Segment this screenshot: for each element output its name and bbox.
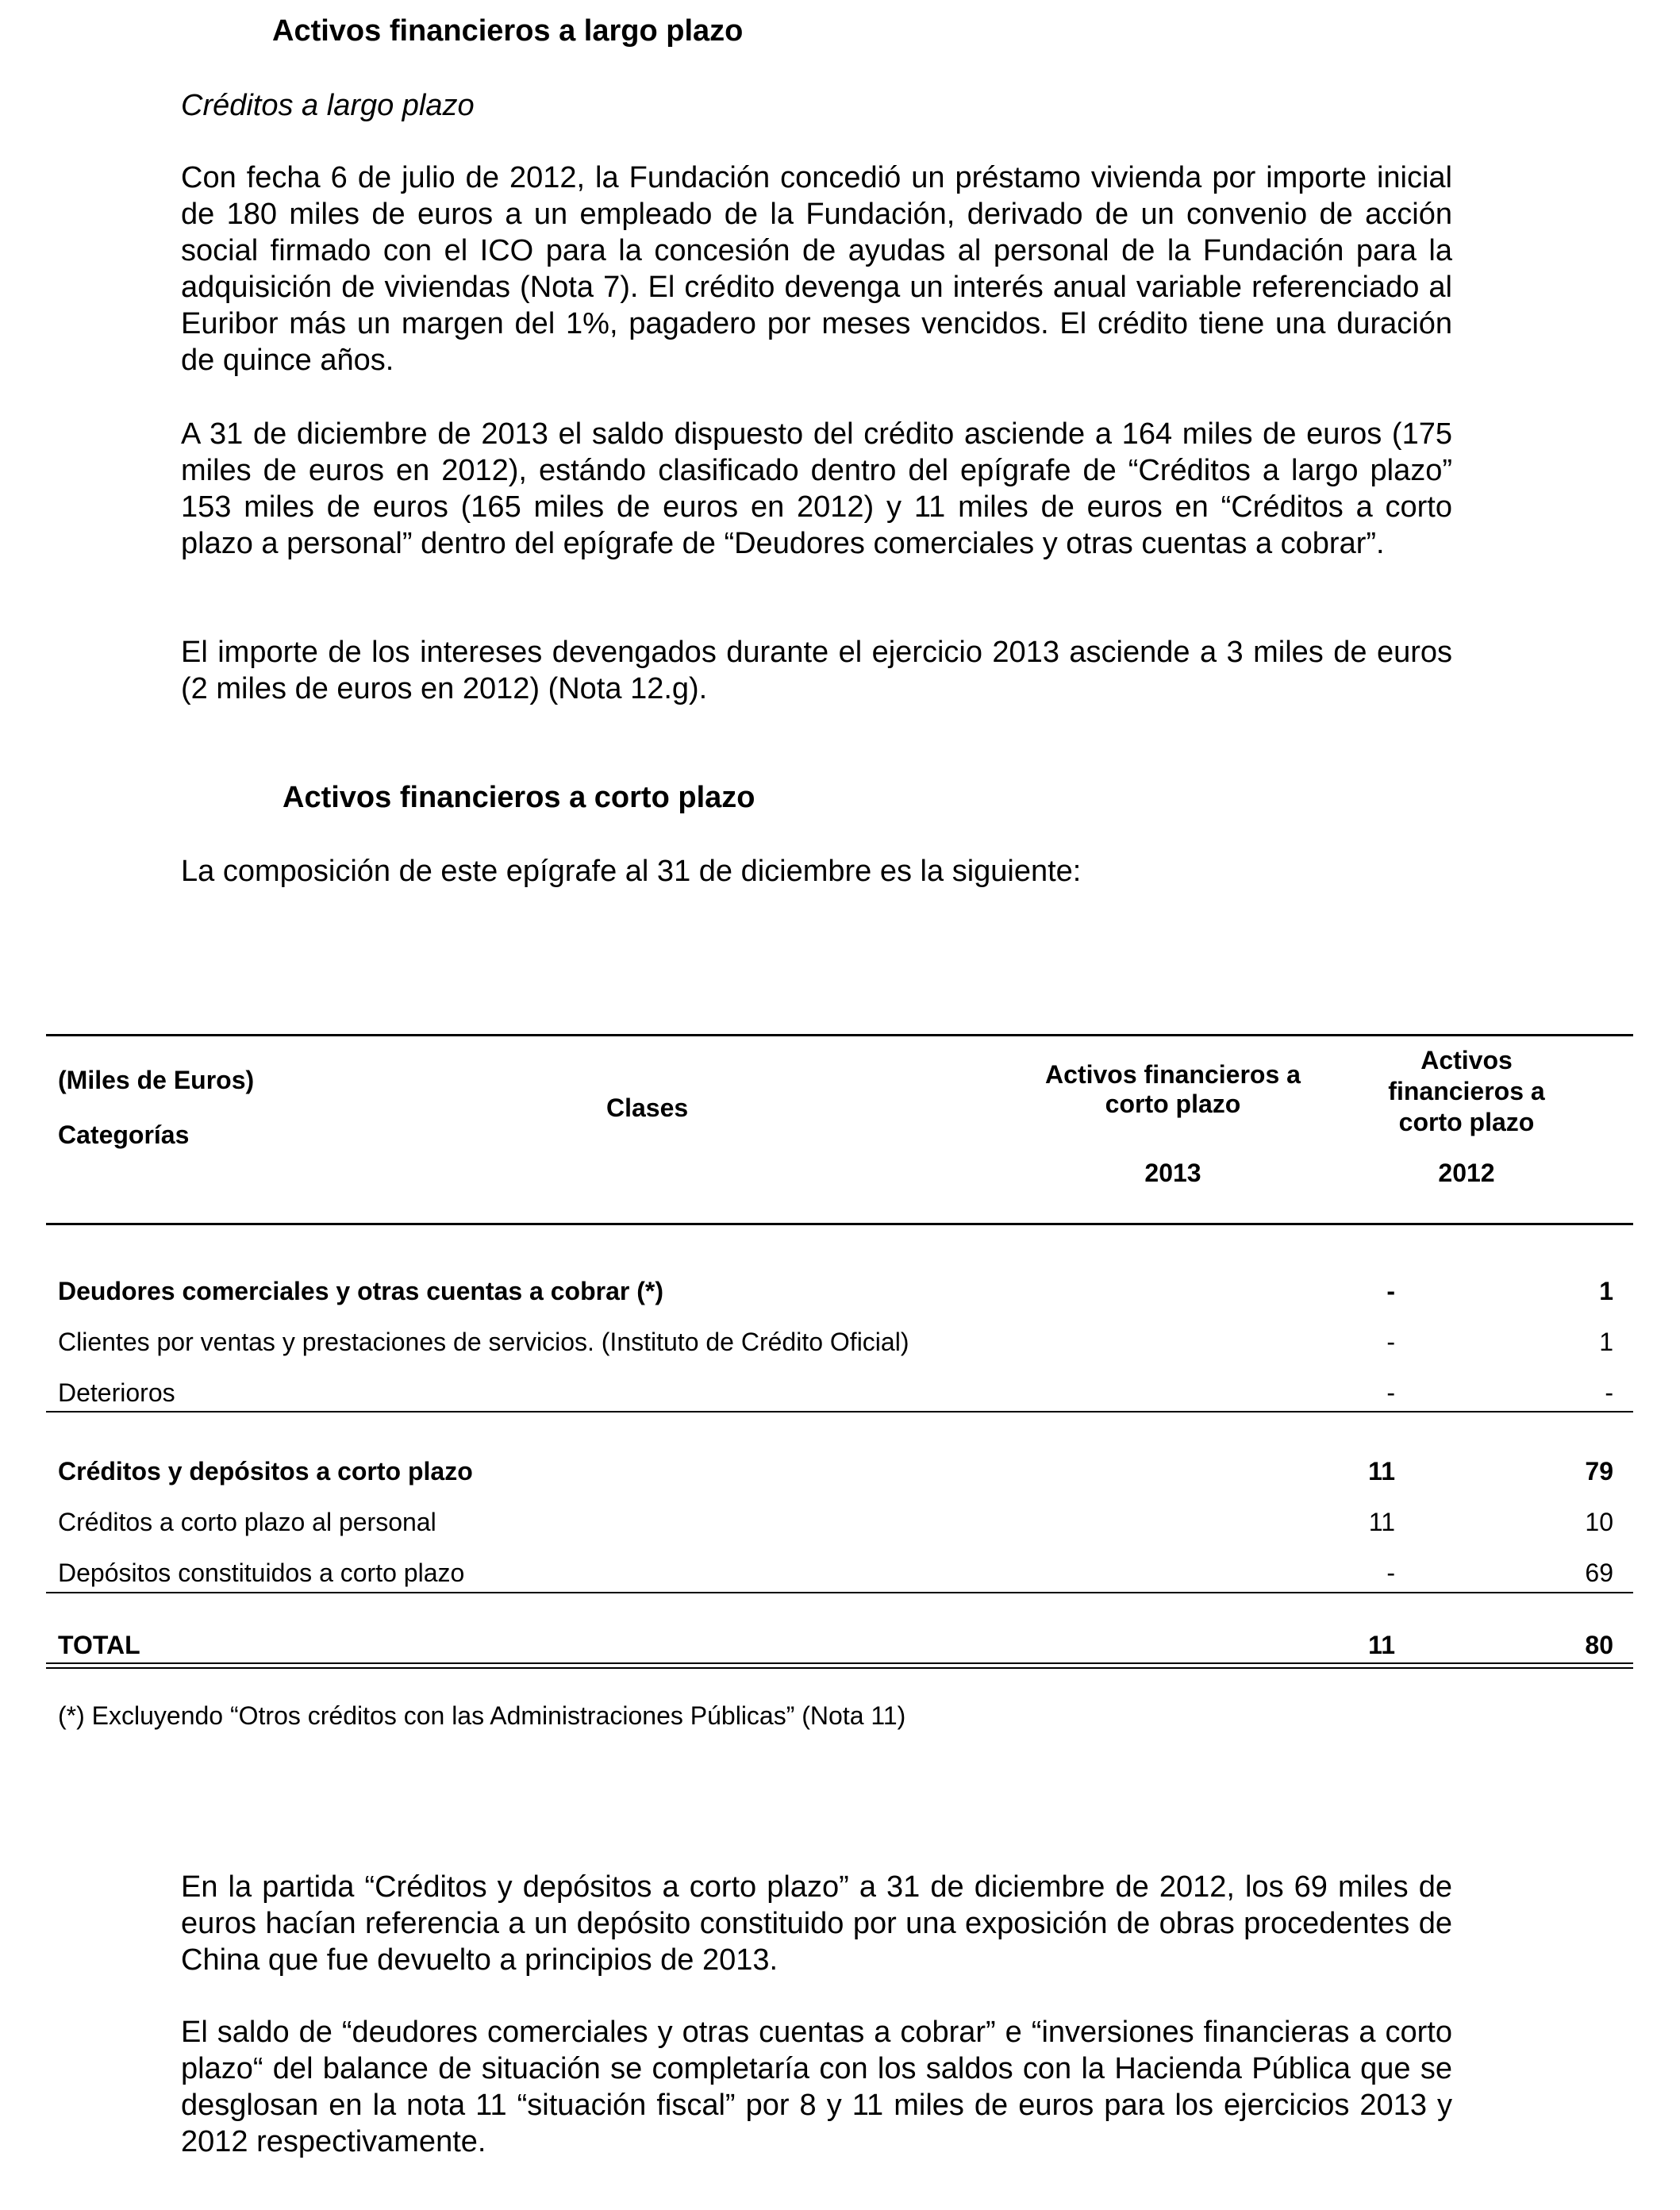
row-value-2013: - <box>1386 1328 1395 1356</box>
header-classes: Clases <box>606 1093 689 1122</box>
row-value-2013: - <box>1386 1559 1395 1587</box>
row-label: Créditos a corto plazo al personal <box>58 1508 436 1536</box>
paragraph-loan-details: Con fecha 6 de julio de 2012, la Fundación concedió un préstamo vivienda por importe inicial de 180 miles de euros a un empleado de la Fundación, derivado de un convenio de acción social firmado con el ICO para la concesión de ayudas al personal de la Fundación para la adquisición de viviendas (Nota 7). El crédito devenga un interés anual variable referenciado al Euribor más un margen del 1%, pagadero por meses vencidos. El crédito tiene una duración de quince años. <box>181 161 1452 377</box>
header-categories: Categorías <box>58 1120 190 1149</box>
paragraph-loan-balance: A 31 de diciembre de 2013 el saldo dispuesto del crédito asciende a 164 miles de euros (175 miles de euros en 2012), estándo clasificado dentro del epígrafe de “Créditos a largo plazo” 153 miles de euros (165 miles de euros en 2012) y 11 miles de euros en “Créditos a corto plazo a personal” dentro del epígrafe de “Deudores comerciales y otras cuentas a cobrar”. <box>181 417 1452 560</box>
row-value-2012: 10 <box>1585 1508 1613 1536</box>
header-col-2012-line3: corto plazo <box>1398 1108 1535 1136</box>
header-col-2012-line1: Activos <box>1421 1046 1513 1074</box>
header-col-2013 <box>1026 1060 1320 1119</box>
row-label: Deudores comerciales y otras cuentas a cobrar (*) <box>58 1277 663 1305</box>
table-top-rule <box>46 1034 1633 1036</box>
paragraph-composition-intro: La composición de este epígrafe al 31 de diciembre es la siguiente: <box>181 855 1082 888</box>
total-value-2013: 11 <box>1368 1631 1395 1659</box>
short-term-assets-table <box>46 1034 1633 1669</box>
section-subtitle-credits: Créditos a largo plazo <box>181 89 475 122</box>
total-value-2012: 80 <box>1585 1631 1613 1659</box>
paragraph-deposit-note: En la partida “Créditos y depósitos a corto plazo” a 31 de diciembre de 2012, los 69 miles de euros hacían referencia a un depósito constituido por una exposición de obras procedentes de China que fue devuelto a principios de 2013. <box>181 1870 1452 1977</box>
row-value-2012: 79 <box>1585 1457 1613 1486</box>
header-units: (Miles de Euros) <box>58 1066 255 1094</box>
header-col-2012 <box>1347 1045 1586 1138</box>
row-label: Deterioros <box>58 1378 175 1407</box>
total-double-rule-1 <box>46 1662 1633 1664</box>
row-value-2012: 1 <box>1599 1328 1613 1356</box>
paragraph-balance-note: El saldo de “deudores comerciales y otras cuentas a cobrar” e “inversiones financieras a corto plazo“ del balance de situación se completaría con los saldos con la Hacienda Pública que se desglosan en la nota 11 “situación fiscal” por 8 y 11 miles de euros para los ejercicios 2013 y 2012 respectivamente. <box>181 2016 1452 2158</box>
section-title-long-term: Activos financieros a largo plazo <box>272 14 744 48</box>
total-double-rule-2 <box>46 1667 1633 1669</box>
row-value-2013: - <box>1386 1277 1395 1305</box>
row-label: Créditos y depósitos a corto plazo <box>58 1457 473 1486</box>
paragraph-interest: El importe de los intereses devengados durante el ejercicio 2013 asciende a 3 miles de euros (2 miles de euros en 2012) (Nota 12.g). <box>181 636 1452 705</box>
header-year-2012: 2012 <box>1438 1159 1495 1187</box>
header-year-2013: 2013 <box>1144 1159 1201 1187</box>
header-bottom-rule <box>46 1223 1633 1225</box>
header-col-2012-line2: financieros a <box>1388 1077 1545 1105</box>
row-label: Depósitos constituidos a corto plazo <box>58 1559 465 1587</box>
row-value-2013: 11 <box>1368 1457 1395 1486</box>
header-col-2013-line1: Activos financieros a <box>1045 1060 1301 1089</box>
row-value-2012: 1 <box>1599 1277 1613 1305</box>
row-value-2013: 11 <box>1368 1508 1395 1536</box>
table-footnote: (*) Excluyendo “Otros créditos con las Administraciones Públicas” (Nota 11) <box>58 1701 906 1730</box>
section-title-short-term: Activos financieros a corto plazo <box>283 781 755 814</box>
row-value-2012: - <box>1605 1378 1613 1407</box>
row-value-2012: 69 <box>1585 1559 1613 1587</box>
total-label: TOTAL <box>58 1631 140 1659</box>
row-label: Clientes por ventas y prestaciones de servicios. (Instituto de Crédito Oficial) <box>58 1328 909 1356</box>
header-col-2013-line2: corto plazo <box>1105 1090 1241 1118</box>
row-value-2013: - <box>1386 1378 1395 1407</box>
group-divider <box>46 1411 1633 1412</box>
total-top-rule <box>46 1592 1633 1593</box>
